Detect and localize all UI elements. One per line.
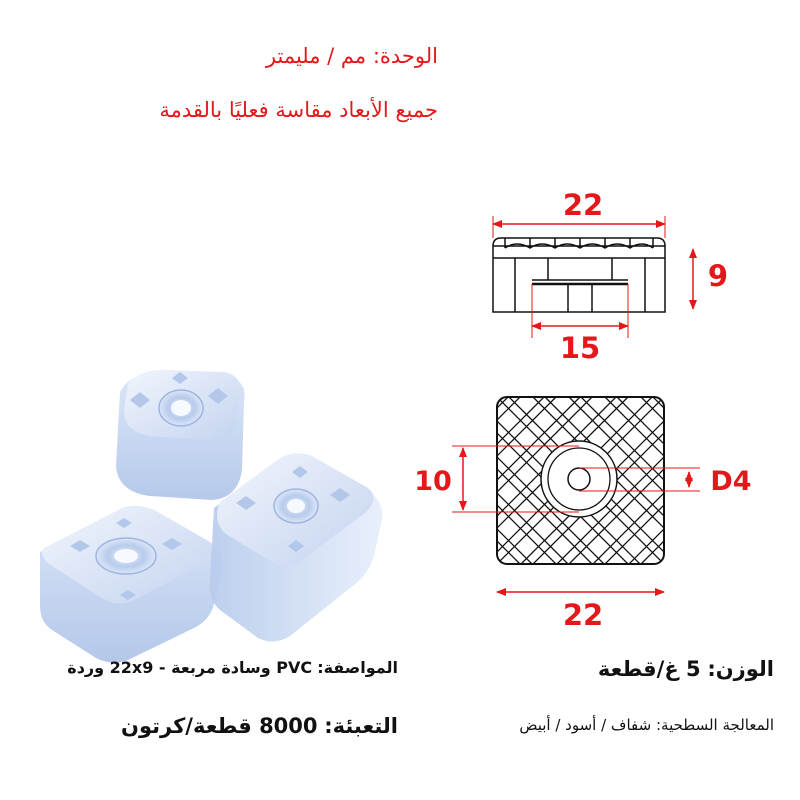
spec-packing [121,714,398,738]
top-width-label: 22 [562,598,604,632]
spec-material-value: PVC وسادة مربعة - 22x9 وردة [67,658,313,677]
top-hole-label: D4 [710,466,752,497]
spec-packing-value: 8000 قطعة/كرتون [121,714,318,738]
spec-packing-label: التعبئة: [324,714,398,738]
side-height-label: 9 [707,259,729,293]
top-view-drawing [461,397,700,589]
spec-weight-label: الوزن: [707,657,774,681]
spec-material [67,658,398,677]
side-width-label: 22 [562,188,604,222]
spec-material-label: المواصفة: [317,658,398,677]
spec-finish [519,716,774,734]
unit-note: الوحدة: مم / مليمتر [265,44,438,68]
spec-finish-label: المعالجة السطحية: [655,716,774,734]
spec-weight-value: 5 غ/قطعة [597,657,701,681]
pad-photo-rear [116,370,245,500]
side-inner-width-label: 15 [559,331,601,365]
measurement-note: جميع الأبعاد مقاسة فعليًا بالقدمة [159,98,438,122]
spec-weight [598,657,774,681]
side-view-drawing [493,238,665,312]
top-inner-label: 10 [414,466,452,497]
pad-photo-left [40,506,223,663]
spec-finish-value: شفاف / أسود / أبيض [519,716,652,734]
